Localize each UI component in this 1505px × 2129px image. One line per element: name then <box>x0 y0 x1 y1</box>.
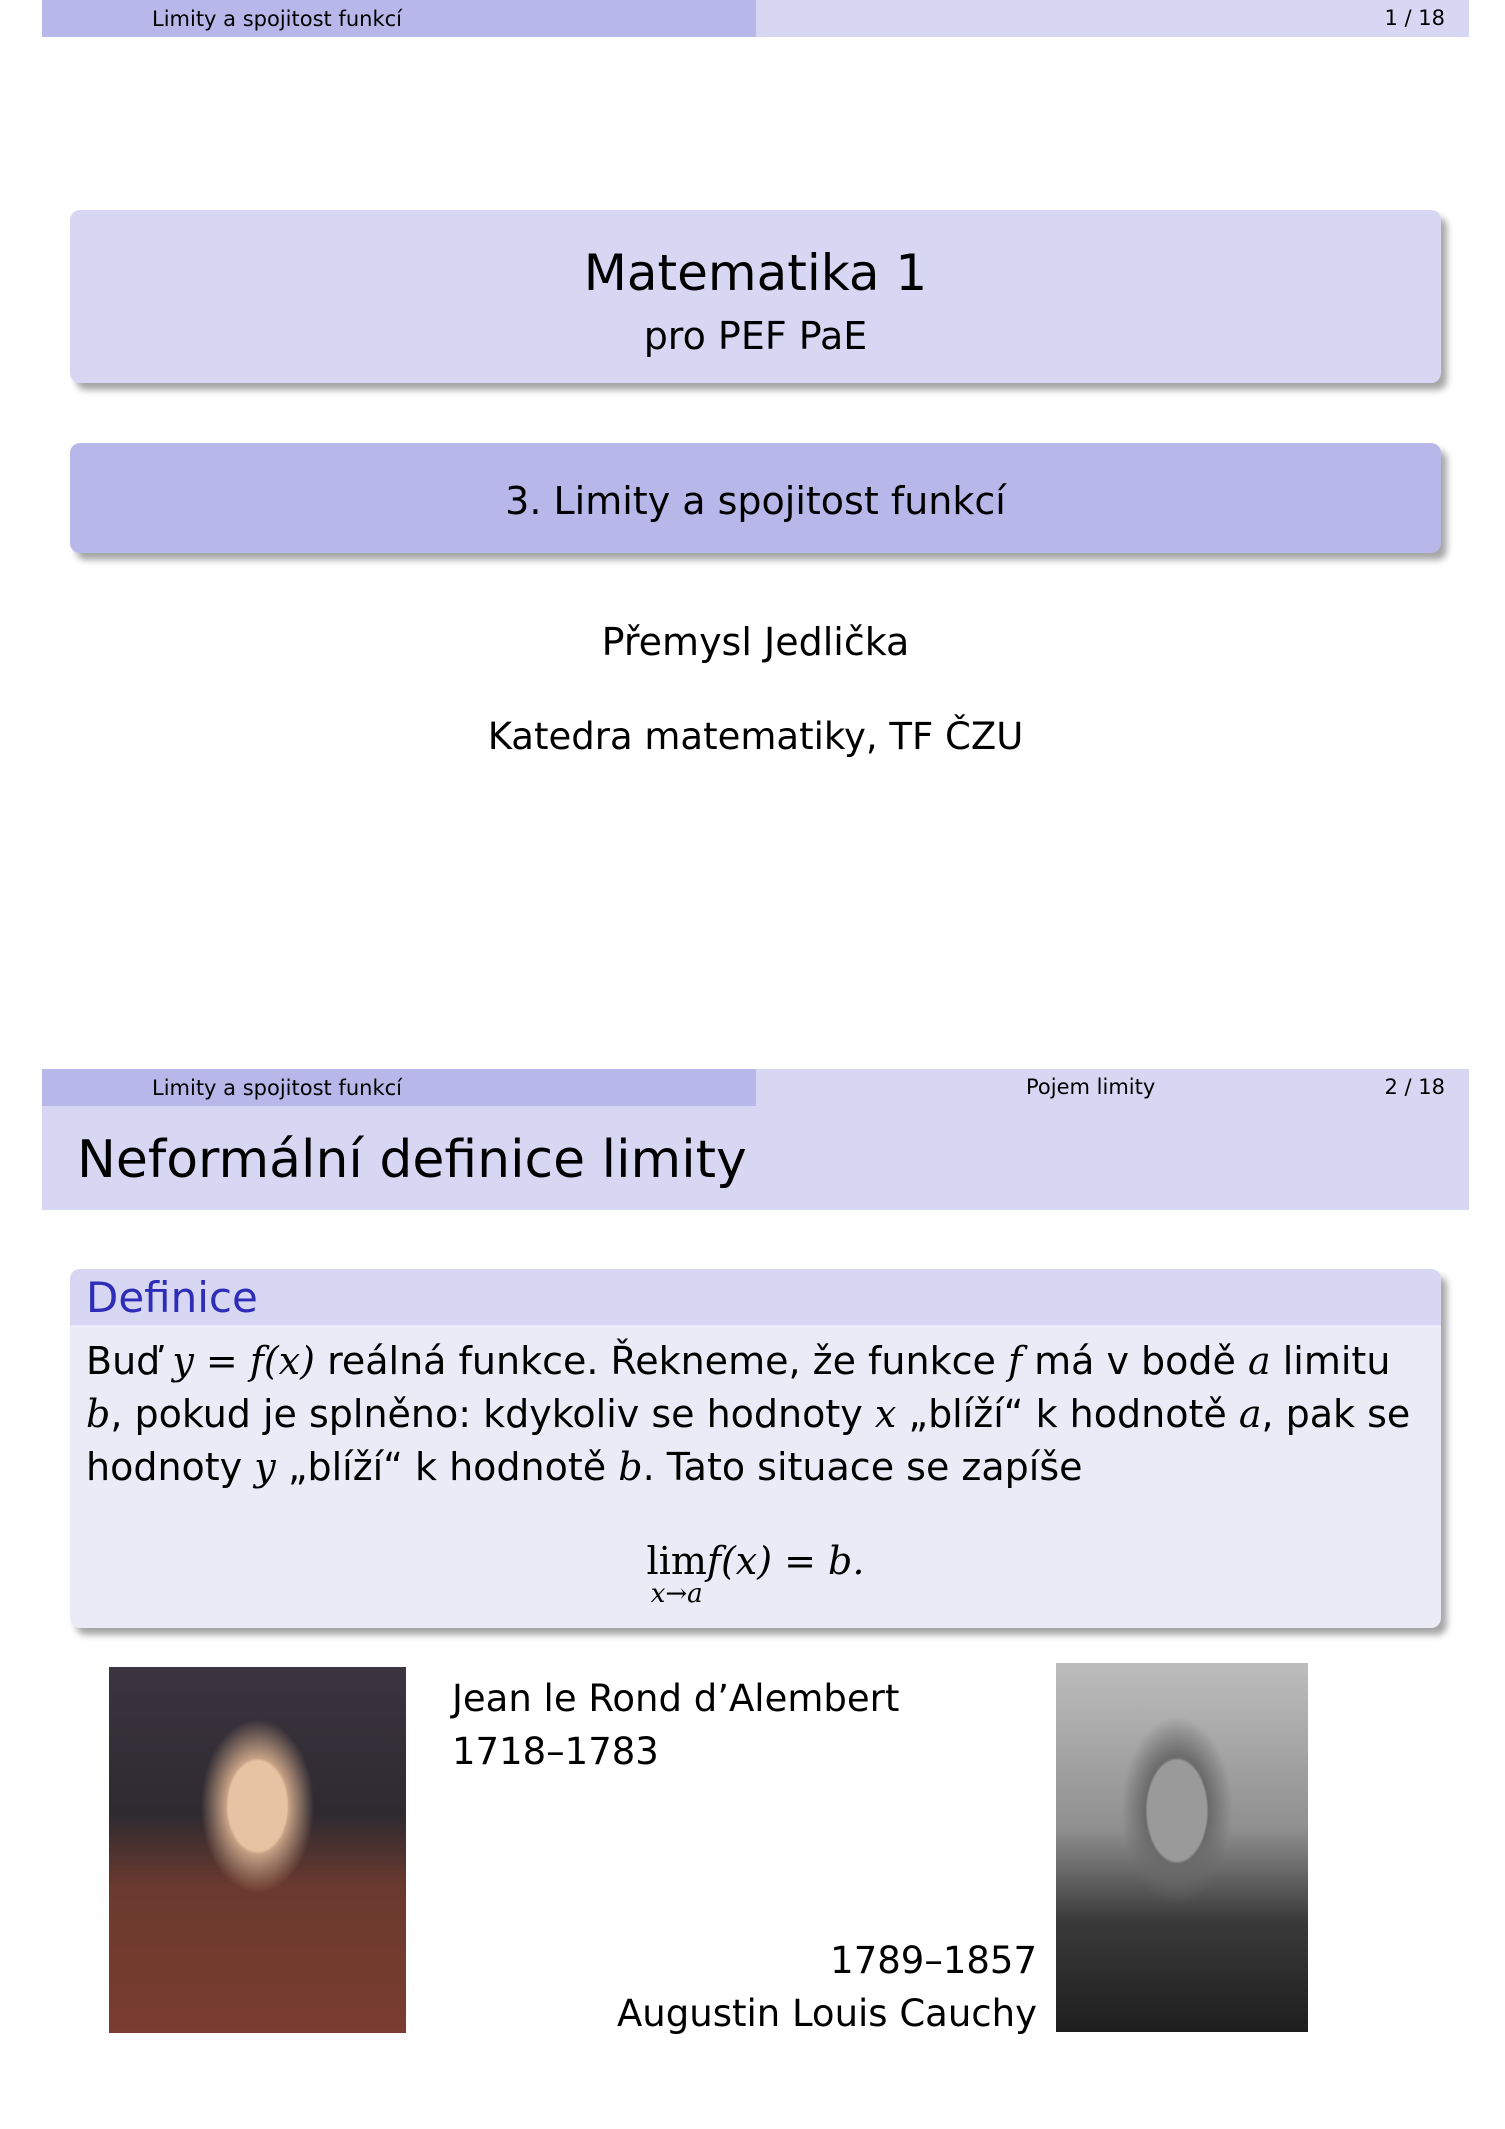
header-short-title: Limity a spojitost funkcí <box>152 6 402 31</box>
slide-header <box>42 1069 1469 1106</box>
definition-title: Definice <box>86 1273 258 1322</box>
frame-title: Neformální definice limity <box>77 1130 747 1190</box>
institute: Katedra matematiky, TF ČZU <box>487 715 1024 758</box>
lim-word: lim <box>646 1539 707 1583</box>
text-run: , pokud je splněno: kdykoliv se hodnoty <box>110 1392 875 1436</box>
limit-operator <box>647 1541 707 1607</box>
slide-2 <box>42 1069 1469 2079</box>
math-f: f <box>1007 1339 1023 1383</box>
definition-text <box>86 1335 1431 1494</box>
header-right <box>756 0 1469 37</box>
lim-subscript: x→a <box>650 1579 703 1609</box>
math-y: y <box>172 1339 194 1383</box>
text-run: „blíží“ k hodnotě <box>275 1445 619 1489</box>
lecture-title: 3. Limity a spojitost funkcí <box>505 479 1006 523</box>
header-section: Pojem limity <box>1026 1075 1156 1099</box>
math-y: y <box>254 1445 276 1489</box>
text-run: reálná funkce. Řekneme, že funkce <box>315 1339 1008 1383</box>
header-left <box>42 0 756 37</box>
cauchy-portrait <box>1056 1663 1308 2032</box>
dalembert-years: 1718–1783 <box>452 1730 659 1773</box>
dalembert-portrait <box>109 1667 406 2033</box>
text-run: limitu <box>1270 1339 1391 1383</box>
cauchy-name: Augustin Louis Cauchy <box>617 1992 1037 2035</box>
math-a: a <box>1238 1392 1262 1436</box>
slide-header <box>42 0 1469 37</box>
page-number: 1 / 18 <box>1384 6 1445 30</box>
definition-header <box>70 1269 1441 1325</box>
math-eq-fx: = f(x) <box>205 1339 315 1383</box>
header-right <box>756 1069 1469 1106</box>
text-run: , pak se hodnoty <box>86 1392 1411 1489</box>
definition-block <box>70 1269 1441 1628</box>
frame-title-bar <box>42 1106 1469 1210</box>
author: Přemysl Jedlička <box>601 620 910 664</box>
presentation-subtitle: pro PEF PaE <box>643 314 868 358</box>
header-short-title: Limity a spojitost funkcí <box>152 1075 402 1100</box>
presentation-title: Matematika 1 <box>583 244 928 302</box>
formula-rest: f(x) = b. <box>706 1539 865 1583</box>
page-number: 2 / 18 <box>1384 1075 1445 1099</box>
slide-1 <box>42 0 1469 1010</box>
math-x: x <box>874 1392 897 1436</box>
math-a: a <box>1248 1339 1271 1383</box>
text-run: . Tato situace se zapíše <box>642 1445 1083 1489</box>
text-run: „blíží“ k hodnotě <box>896 1392 1239 1436</box>
dalembert-name: Jean le Rond d’Alembert <box>452 1677 900 1720</box>
lecture-title-block <box>70 443 1441 553</box>
math-b: b <box>86 1392 111 1436</box>
header-left <box>42 1069 756 1106</box>
text-run: má v bodě <box>1022 1339 1248 1383</box>
limit-formula <box>70 1541 1441 1607</box>
math-b: b <box>618 1445 643 1489</box>
cauchy-years: 1789–1857 <box>830 1939 1037 1982</box>
text-run: Buď <box>86 1339 173 1383</box>
title-block <box>70 210 1441 383</box>
